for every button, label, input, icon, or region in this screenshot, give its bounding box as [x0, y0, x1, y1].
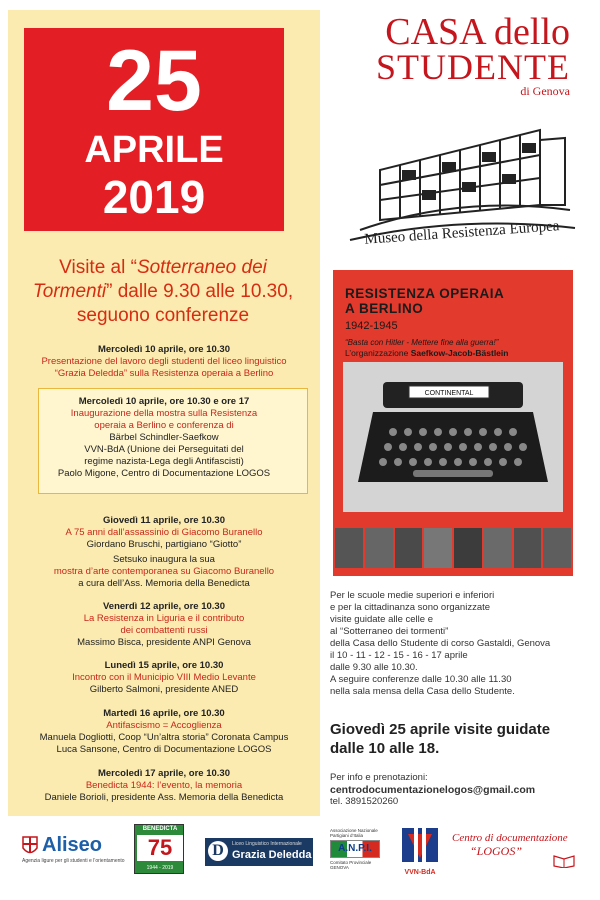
deledda-emblem-icon: D	[208, 841, 228, 861]
portrait-photo	[395, 528, 423, 568]
book-years: 1942-1945	[345, 320, 398, 332]
aliseo-subtitle: Agenzia ligure per gli studenti e l’orientamento	[22, 858, 125, 864]
event-item	[12, 396, 316, 480]
logos-line2: “LOGOS”	[470, 844, 523, 858]
benedicta-logo	[134, 824, 184, 874]
contact-info	[330, 772, 592, 808]
anpi-name: A.N.P.I.	[330, 840, 380, 858]
event-item	[12, 344, 316, 380]
book-title	[345, 286, 504, 316]
event-date: Mercoledì 10 aprile, ore 10.30 e ore 17	[78, 396, 250, 407]
title-line2: STUDENTE	[376, 47, 570, 87]
title-line3: di Genova	[520, 84, 570, 98]
event-item	[12, 768, 316, 804]
info-line: al “Sotterraneo dei tormenti”	[330, 626, 449, 637]
info-line: il 10 - 11 - 12 - 15 - 16 - 17 aprile	[330, 650, 468, 661]
headline-emphasis: Sotterraneo dei Tormenti	[32, 257, 267, 302]
logos-line1: Centro di documentazione	[452, 832, 568, 844]
portrait-photo	[454, 528, 482, 568]
event-speaker: Paolo Migone, Centro di Documentazione LOGOS	[57, 468, 271, 479]
event-speaker: Daniele Borioli, presidente Ass. Memoria della Benedicta	[44, 792, 284, 803]
benedicta-years: 1944 - 2019	[146, 865, 174, 871]
anpi-logo	[330, 828, 386, 878]
typewriter-brand: CONTINENTAL	[424, 390, 474, 397]
event-title: Antifascismo = Accoglienza	[106, 720, 222, 731]
aliseo-text: Aliseo	[42, 834, 103, 856]
event-speaker: VVN-BdA (Unione dei Perseguitati del	[84, 444, 244, 455]
event-speaker: Gilberto Salmoni, presidente ANED	[89, 684, 239, 695]
event-date: Venerdì 12 aprile, ore 10.30	[103, 601, 225, 612]
date-year: 2019	[102, 171, 206, 223]
portrait-strip	[333, 528, 573, 568]
info-paragraph	[330, 590, 592, 698]
event-speaker: Luca Sansone, Centro di Documentazione LOGOS	[56, 744, 272, 755]
book-org-name: Saefkow-Jacob-Bästlein	[410, 348, 509, 358]
event-date: Mercoledì 17 aprile, ore 10.30	[97, 768, 230, 779]
deledda-subtitle: Liceo Linguistico Internazionale	[232, 841, 302, 847]
event-title: A 75 anni dall’assassinio di Giacomo Buranello	[65, 527, 263, 538]
museum-subtitle: Museo della Resistenza Europea	[363, 218, 560, 248]
title-line1: CASA dello	[385, 11, 570, 53]
event-speaker: Bärbel Schindler-Saefkow	[109, 432, 219, 443]
deledda-name: Grazia Deledda	[232, 849, 312, 861]
event-title: Benedicta 1944: l’evento, la memoria	[85, 780, 243, 791]
guided-tours-line2: dalle 10 alle 18.	[330, 740, 440, 757]
info-line: A seguire conferenze dalle 10.30 alle 11.30	[330, 674, 512, 685]
headline-part2: ” dalle 9.30 alle 10.30, seguono conferenze	[76, 281, 294, 326]
event-item	[12, 708, 316, 756]
event-title: Incontro con il Municipio VIII Medio Levante	[72, 672, 256, 683]
event-title: Inaugurazione della mostra sulla Resistenza	[70, 408, 258, 419]
book-quote: “Basta con Hitler - Mettere fine alla guerra!”	[345, 338, 499, 347]
headline	[18, 256, 308, 328]
event-title: “Grazia Deledda” sulla Resistenza operaia a Berlino	[54, 368, 274, 379]
event-title: Presentazione del lavoro degli studenti del liceo linguistico	[41, 356, 287, 367]
logos-centro-logo	[452, 832, 592, 874]
book-title-line1: RESISTENZA OPERAIA	[345, 286, 505, 301]
event-item	[12, 601, 316, 649]
vvn-bda-name: VVN-BdA	[404, 869, 436, 876]
portrait-photo	[424, 528, 452, 568]
vvn-bda-logo	[400, 826, 444, 878]
liguria-shield-icon	[22, 836, 38, 858]
aliseo-logo	[22, 834, 125, 864]
event-item	[12, 660, 316, 696]
book-cover	[333, 270, 573, 576]
contact-email[interactable]: centrodocumentazionelogos@gmail.com	[330, 784, 536, 796]
portrait-photo	[484, 528, 512, 568]
event-title: La Resistenza in Liguria e il contributo	[83, 613, 245, 624]
info-line: dalle 9.30 alle 10.30.	[330, 662, 418, 673]
info-line: nella sala mensa della Casa dello Studente.	[330, 686, 515, 697]
event-date: Giovedì 11 aprile, ore 10.30	[103, 515, 225, 526]
contact-phone[interactable]: tel. 3891520260	[330, 796, 399, 807]
event-title: operaia a Berlino e conferenza di	[94, 420, 234, 431]
contact-label: Per info e prenotazioni:	[330, 772, 428, 783]
info-line: visite guidate alle celle e	[330, 614, 433, 625]
portrait-photo	[543, 528, 571, 568]
date-banner	[24, 28, 284, 231]
guided-tours-notice	[330, 720, 592, 758]
triangle-emblem-icon	[400, 826, 440, 864]
event-speaker: a cura dell’Ass. Memoria della Benedicta	[78, 578, 250, 589]
book-organization	[345, 348, 508, 358]
event-date: Mercoledì 10 aprile, ore 10.30	[97, 344, 230, 355]
event-item	[12, 515, 316, 590]
date-day: 25	[106, 33, 202, 129]
typewriter-photo	[343, 362, 563, 512]
event-speaker: Massimo Bisca, presidente ANPI Genova	[77, 637, 251, 648]
info-line: Per le scuole medie superiori e inferiori	[330, 590, 495, 601]
headline-part1: Visite al “	[59, 257, 137, 278]
guided-tours-line1: Giovedì 25 aprile visite guidate	[330, 721, 551, 738]
benedicta-title: BENEDICTA	[142, 826, 178, 832]
info-line: della Casa dello Studente di corso Gastaldi, Genova	[330, 638, 551, 649]
anpi-bottom-text: Comitato Provinciale GENOVA	[330, 860, 372, 870]
portrait-photo	[514, 528, 542, 568]
event-speaker: Manuela Dogliotti, Coop “Un’altra storia” Coronata Campus	[39, 732, 289, 743]
event-speaker: Giordano Bruschi, partigiano “Giotto”	[86, 539, 242, 550]
event-note: Setsuko inaugura la sua	[113, 554, 215, 565]
anpi-top-text: Associazione Nazionale Partigiani d’Italia	[330, 828, 378, 838]
info-line: e per la cittadinanza sono organizzate	[330, 602, 491, 613]
event-date: Martedì 16 aprile, ore 10.30	[103, 708, 225, 719]
date-month: APRILE	[84, 129, 224, 171]
event-title: dei combattenti russi	[120, 625, 208, 636]
deledda-logo	[205, 838, 313, 866]
benedicta-number: 75	[137, 835, 183, 861]
book-title-line2: A BERLINO	[345, 301, 424, 316]
casa-studente-title	[370, 11, 570, 98]
book-org-prefix: L’organizzazione	[345, 348, 411, 358]
portrait-photo	[335, 528, 363, 568]
event-speaker: regime nazista-Lega degli Antifascisti)	[84, 456, 244, 467]
event-date: Lunedì 15 aprile, ore 10.30	[104, 660, 224, 671]
typewriter-icon	[343, 362, 563, 512]
portrait-photo	[365, 528, 393, 568]
open-book-icon	[552, 852, 576, 868]
event-title: mostra d’arte contemporanea su Giacomo Buranello	[53, 566, 275, 577]
